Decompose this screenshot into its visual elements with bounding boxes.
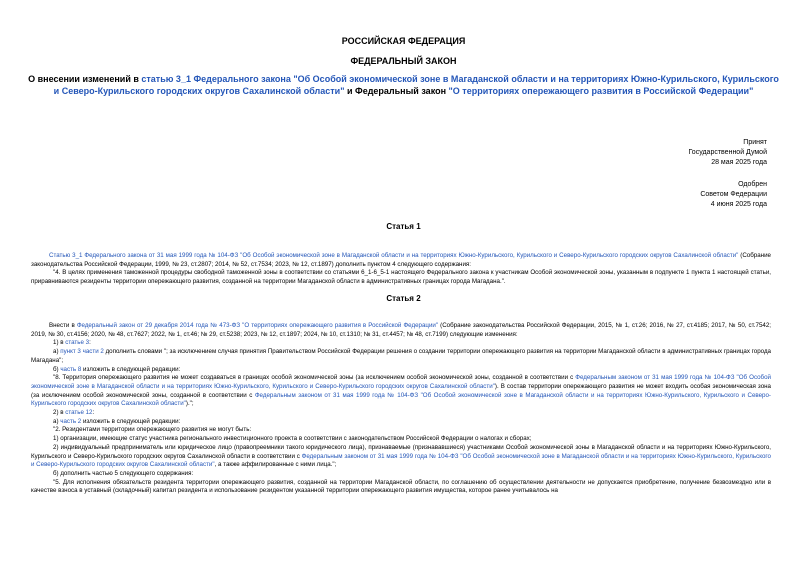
part-2-quote-1: "2. Резидентами территории опережающего развития не могут быть: <box>53 426 252 434</box>
article-2-body <box>31 322 771 496</box>
law-type-heading: ФЕДЕРАЛЬНЫЙ ЗАКОН <box>350 56 457 66</box>
intro-text-2: (Собрание законодательства Российской Федерации, 2015, № 1, ст.26; 2016, № 27, ст.4185; 2017, № 50, ст.7542; 2019, № 30, ст.4156; 2020, № 48, ст.7627; 2022, № 1, ст.46; № 29, ст.5238; 2023, № 12, ст.1897; 2024, № 10, ст.1310; № 31, ст.4457; № 48, ст.7199) следующие изменения: <box>31 322 771 338</box>
accepted-date: 28 мая 2025 года <box>711 159 767 166</box>
accepted-by: Государственной Думой <box>688 149 767 156</box>
item-2b-text: б) дополнить частью 5 следующего содержания: <box>53 469 194 477</box>
article-1-point-4: "4. В целях применения таможенной процедуры свободной таможенной зоны в соответствии со статьями 6_1-6_5-1 настоящего Федерального закона к участникам Особой экономической зоны, указанным в подпункте 1 пункта 1 настоящей статьи, приравниваются резиденты территории опережающего развития, созданной на территории Магаданской области в административных границах города Магадана.". <box>31 269 771 286</box>
approved-label: Одобрен <box>738 181 767 188</box>
law-473-link[interactable]: Федеральный закон от 29 декабря 2014 года № 473-ФЗ "О территориях опережающего развития в Российской Федерации" <box>76 322 439 329</box>
law-104-link-2[interactable]: Федеральным законом от 31 мая 1999 года № 104-ФЗ "Об Особой экономической зоне в Магаданской области и на территориях Южно-Курильского, Курильского и Северо-Курильского городских округов Сахалинской области" <box>31 391 771 408</box>
part-8-quote-3: )."; <box>185 400 194 408</box>
title-link-2[interactable]: "О территориях опережающего развития в Российской Федерации" <box>448 86 754 96</box>
point-3-part-2-link[interactable]: пункт 3 части 2 <box>60 348 104 356</box>
intro-text-1: Внести в <box>49 322 77 329</box>
article-1-body <box>31 252 771 287</box>
part-8-link[interactable]: часть 8 <box>60 365 82 373</box>
part-2-link[interactable]: часть 2 <box>60 417 82 425</box>
article-3-link[interactable]: статье 3 <box>65 339 90 347</box>
item-2-text: 2) в <box>53 409 66 417</box>
item-2a-text: изложить в следующей редакции: <box>81 417 181 425</box>
accepted-label: Принят <box>743 139 767 146</box>
article-1-link[interactable]: Статью 3_1 Федерального закона от 31 мая 1999 года № 104-ФЗ "Об Особой экономической зоне в Магаданской области и на территориях Южно-Курильского, Курильского и Северо-Курильского городских округов Сахалинской области" <box>49 252 739 259</box>
part-5-quote: "5. Для исполнения обязательств резидента территории опережающего развития, созданной на территории Магаданской области, по соглашению об осуществлении деятельности не допускается приобретение, получение безвозмездно или в качестве взноса в уставный (складочный) капитал резидента и использование резидентом указанной территории опережающего развития имущества, которое ранее учитывалось на <box>31 478 771 495</box>
article-1-text: (Собрание законодательства Российской Федерации, 1999, № 23, ст.2807; 2014, № 52, ст.7534; 2023, № 12, ст.1897) дополнить пунктом 4 следующего содержания: <box>31 252 771 268</box>
item-1b-prefix: б) <box>53 365 61 373</box>
article-12-link[interactable]: статье 12 <box>65 409 93 417</box>
item-1-colon: : <box>89 339 91 347</box>
article-2-heading: Статья 2 <box>386 294 421 303</box>
adoption-council <box>700 180 767 210</box>
law-104-link-1[interactable]: Федеральным законом от 31 мая 1999 года № 104-ФЗ "Об Особой экономической зоне в Магаданской области и на территориях Южно-Курильского, Курильского и Северо-Курильского городских округов Сахалинской области" <box>31 374 771 390</box>
part-2-quote-3: 2) индивидуальный предприниматель или юридическое лицо (правопреемники такого юридического лица), признаваемые (признававшиеся) участниками Особой экономической зоны в Магаданской области и на территориях Южно-Курильского, Курильского и Северо-Курильского городских округов Сахалинской области в соответствии с <box>31 443 771 460</box>
approved-date: 4 июня 2025 года <box>710 201 767 208</box>
item-1a-prefix: а) <box>53 348 61 356</box>
country-heading: РОССИЙСКАЯ ФЕДЕРАЦИЯ <box>341 36 466 46</box>
part-8-quote-1: "8. Территория опережающего развития не может создаваться в границах особой экономической зоны (за исключением особой экономической зоны, созданной в соответствии с <box>53 374 576 382</box>
law-104-link-3[interactable]: Федеральным законом от 31 мая 1999 года № 104-ФЗ "Об Особой экономической зоне в Магаданской области и на территориях Южно-Курильского, Курильского и Северо-Курильского городских округов Сахалинской области" <box>31 452 771 469</box>
item-1b-text: изложить в следующей редакции: <box>81 365 181 373</box>
article-1-heading: Статья 1 <box>386 222 421 231</box>
adoption-duma <box>688 138 767 168</box>
item-1-text: 1) в <box>53 339 66 347</box>
part-2-quote-2: 1) организации, имеющие статус участника регионального инвестиционного проекта в соответствии с законодательством Российской Федерации о налогах и сборах; <box>53 435 532 443</box>
law-title <box>28 73 779 97</box>
part-2-quote-3-end: , а также аффилированные с ними лица."; <box>214 461 337 469</box>
part-8-quote-2: ). В состав территории опережающего развития не может входить особая экономическая зона (за исключением особой экономической зоны, созданной в соответствии с <box>31 382 771 399</box>
title-text-1: О внесении изменений в <box>28 74 142 84</box>
title-link-1[interactable]: статью 3_1 Федерального закона "Об Особой экономической зоне в Магаданской области и на территориях Южно-Курильского, Курильского и Северо-Курильского городских округов Сахалинской области" <box>53 74 779 96</box>
item-1a-text: дополнить словами "; за исключением случая принятия Правительством Российской Федерации решения о создании территории опережающего развития на территории Магаданской области в административных границах города Магадана"; <box>31 348 771 364</box>
title-text-2: и Федеральный закон <box>344 86 449 96</box>
item-2-colon: : <box>92 409 95 417</box>
item-2a-prefix: а) <box>53 417 61 425</box>
approved-by: Советом Федерации <box>700 191 767 198</box>
